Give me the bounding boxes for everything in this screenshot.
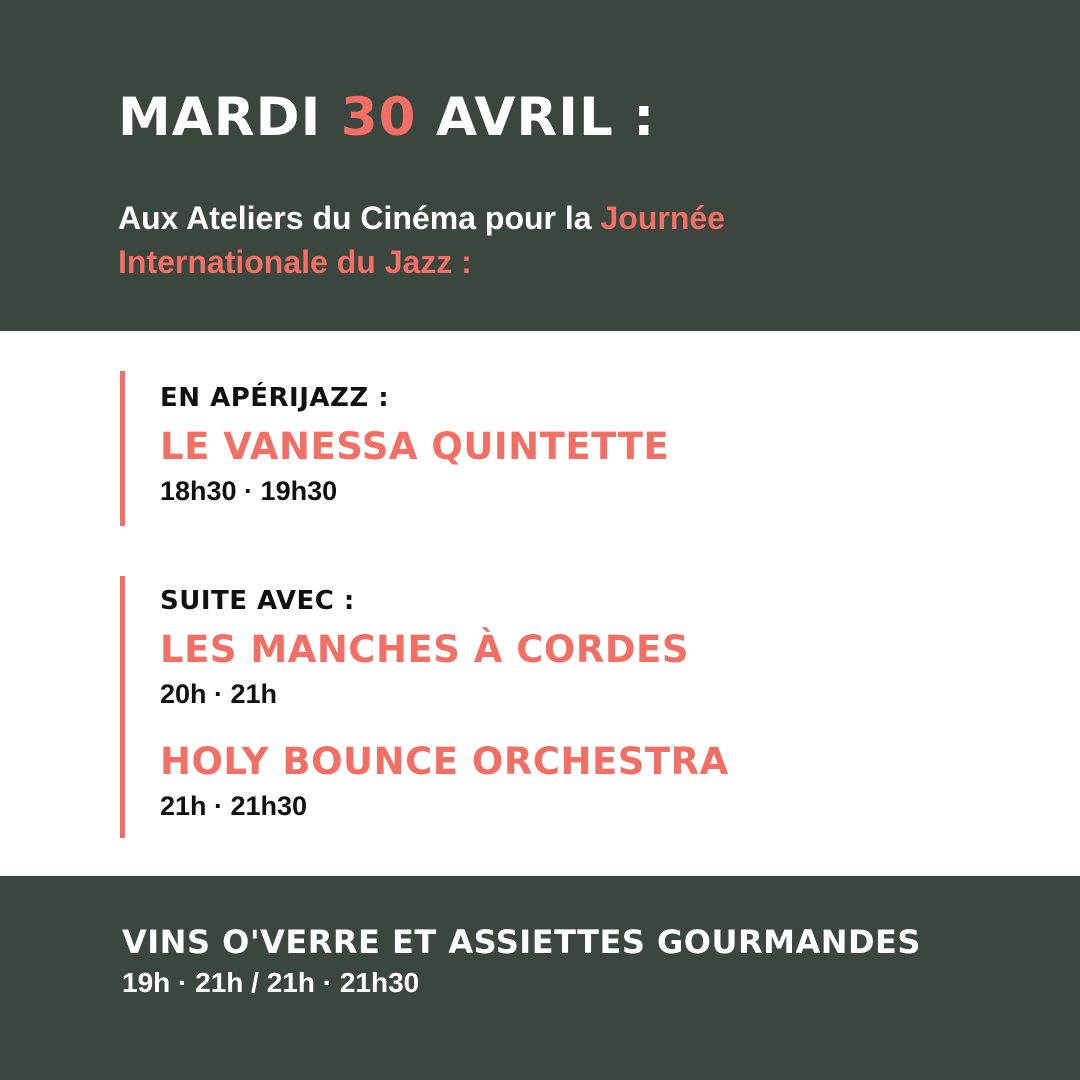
day-label: MARDI [118, 87, 322, 148]
venue-subtitle [118, 196, 878, 284]
footer-time: 19h · 21h / 21h · 21h30 [122, 967, 420, 998]
footer-title: VINS O'VERRE ET ASSIETTES GOURMANDES [122, 923, 921, 961]
act-name: LE VANESSA QUINTETTE [160, 425, 670, 468]
act-time: 20h · 21h [160, 679, 278, 709]
event-name: Journée Internationale du Jazz : [118, 200, 725, 280]
aperijazz-block [120, 371, 669, 526]
act-name: HOLY BOUNCE ORCHESTRA [160, 740, 729, 783]
date-number: 30 [340, 87, 417, 148]
footer-section [0, 876, 1080, 1080]
act-time: 21h · 21h30 [160, 791, 308, 821]
header-section [0, 0, 1080, 331]
aperijazz-label: EN APÉRIJAZZ : [160, 383, 390, 413]
month-label: AVRIL : [435, 87, 656, 148]
suite-block [120, 576, 729, 838]
suite-label: SUITE AVEC : [160, 586, 355, 616]
event-date-title [118, 88, 655, 148]
act-time: 18h30 · 19h30 [160, 476, 338, 506]
venue-text: Aux Ateliers du Cinéma pour la [118, 200, 592, 236]
act-name: LES MANCHES À CORDES [160, 628, 689, 671]
program-section [0, 331, 1080, 876]
